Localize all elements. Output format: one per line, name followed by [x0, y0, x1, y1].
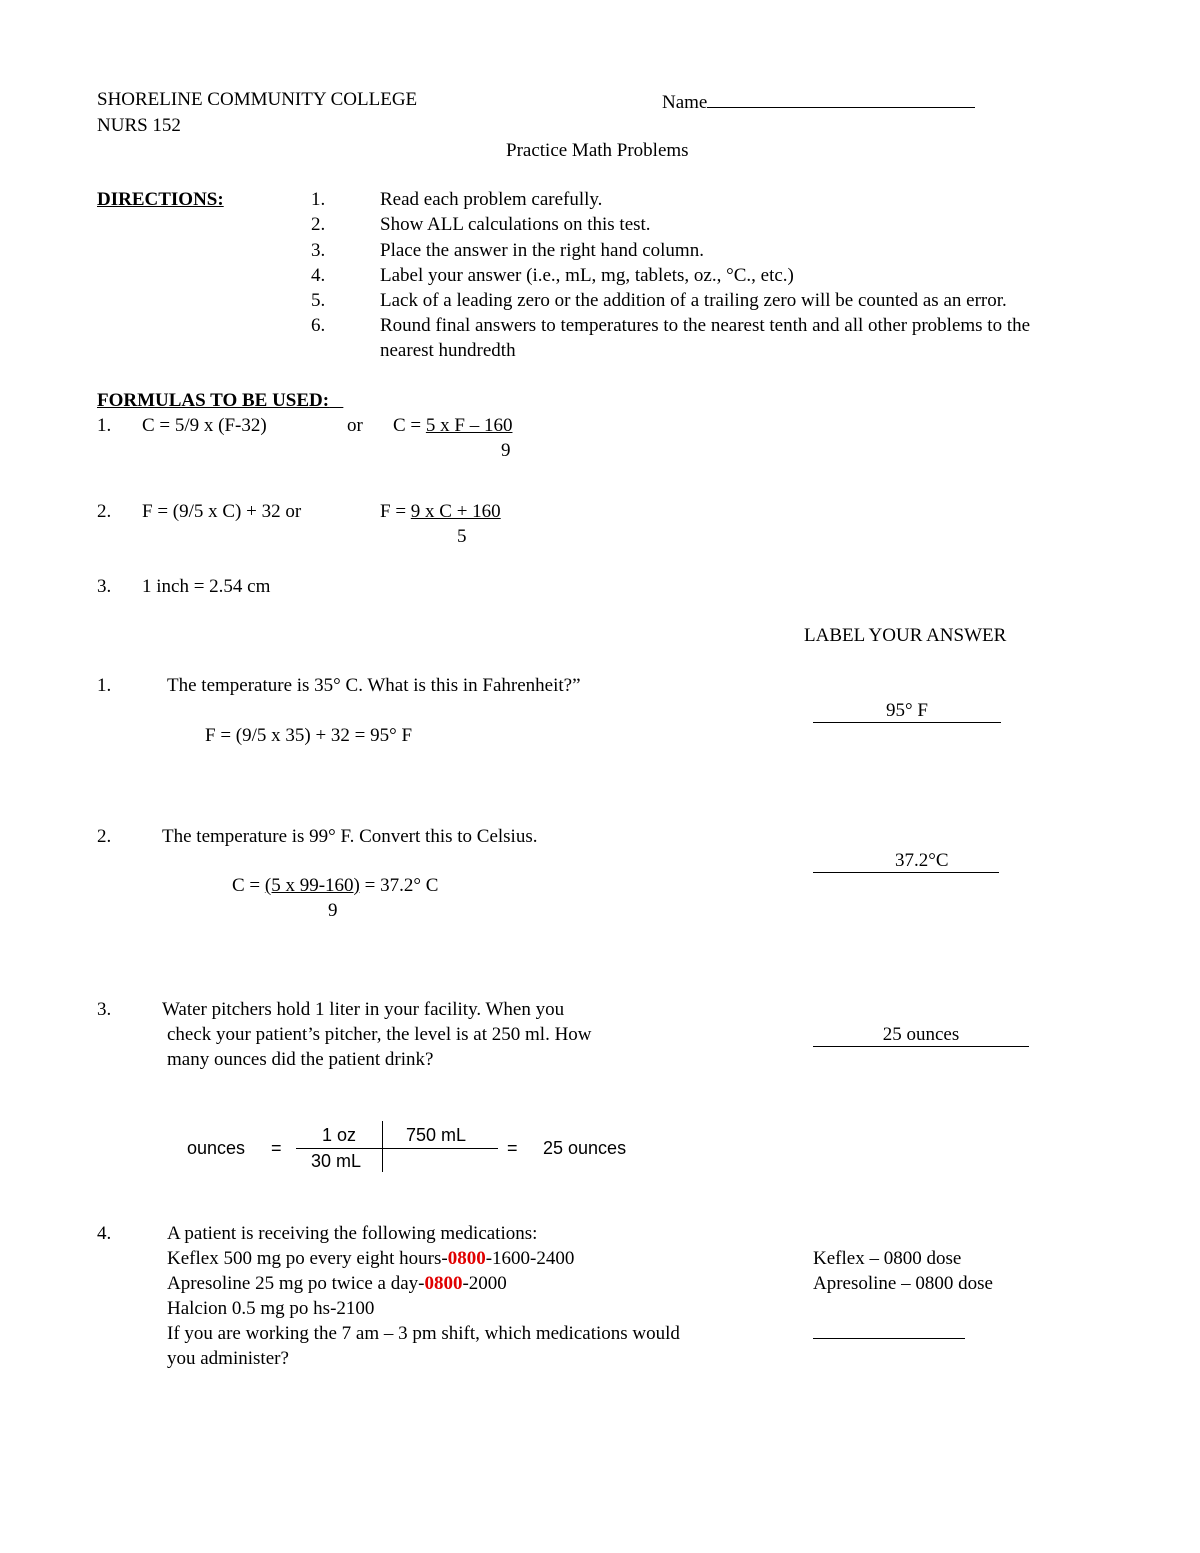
problem-1-question: The temperature is 35° C. What is this in Fahrenheit?” — [167, 675, 581, 696]
name-field[interactable] — [662, 89, 975, 114]
formula-1-right: C = 5 x F – 160 — [393, 415, 513, 436]
problem-4-intro: A patient is receiving the following medications: — [167, 1223, 538, 1244]
course-code: NURS 152 — [97, 115, 181, 136]
direction-text: Show ALL calculations on this test. — [380, 214, 651, 235]
ounces-label: ounces — [187, 1138, 246, 1158]
problem-2-answer: 37.2°C — [813, 850, 999, 873]
med-halcion: Halcion 0.5 mg po hs-2100 — [167, 1298, 375, 1319]
direction-text-cont: nearest hundredth — [380, 340, 516, 361]
formula-3: 1 inch = 2.54 cm — [142, 576, 271, 597]
direction-num: 4. — [311, 265, 326, 286]
page-title: Practice Math Problems — [506, 140, 689, 161]
direction-text: Read each problem carefully. — [380, 189, 603, 210]
formula-1-denominator: 9 — [501, 440, 511, 461]
direction-num: 5. — [311, 290, 326, 311]
fraction-bottom-left: 30 mL — [311, 1151, 362, 1171]
fraction-bar — [296, 1148, 498, 1149]
equals-sign: = — [507, 1138, 518, 1158]
formula-num: 2. — [97, 501, 112, 522]
problem-1-work: F = (9/5 x 35) + 32 = 95° F — [205, 725, 413, 746]
direction-num: 1. — [311, 189, 326, 210]
problem-num: 4. — [97, 1223, 112, 1244]
problem-3-line2: check your patient’s pitcher, the level is at 250 ml. How — [167, 1024, 592, 1045]
fraction-result: 25 ounces — [543, 1138, 627, 1158]
fraction-divider — [382, 1121, 383, 1172]
problem-2-denominator: 9 — [328, 900, 338, 921]
formula-2-left: F = (9/5 x C) + 32 or — [142, 501, 302, 522]
problem-num: 1. — [97, 675, 112, 696]
formula-2-right: F = 9 x C + 160 — [380, 501, 501, 522]
problem-3-line3: many ounces did the patient drink? — [167, 1049, 434, 1070]
direction-num: 3. — [311, 240, 326, 261]
direction-text: Label your answer (i.e., mL, mg, tablets, oz., °C., etc.) — [380, 265, 794, 286]
fraction-top-left: 1 oz — [322, 1125, 357, 1145]
formula-num: 1. — [97, 415, 112, 436]
name-blank[interactable] — [707, 89, 975, 108]
direction-num: 2. — [311, 214, 326, 235]
formula-2-denominator: 5 — [457, 526, 467, 547]
med-keflex: Keflex 500 mg po every eight hours-0800-1600-2400 — [167, 1248, 575, 1269]
answer-blank[interactable] — [813, 1338, 965, 1339]
formula-num: 3. — [97, 576, 112, 597]
equals-sign: = — [271, 1138, 282, 1158]
formulas-heading: FORMULAS TO BE USED: — [97, 390, 330, 411]
fraction-top-right: 750 mL — [406, 1125, 467, 1145]
problem-1-answer: 95° F — [813, 700, 1001, 723]
med-apresoline: Apresoline 25 mg po twice a day-0800-2000 — [167, 1273, 507, 1294]
problem-4-answer-1: Keflex – 0800 dose — [813, 1248, 962, 1269]
problem-3-answer: 25 ounces — [813, 1024, 1029, 1047]
problem-4-answer-2: Apresoline – 0800 dose — [813, 1273, 993, 1294]
formula-or: or — [347, 415, 363, 436]
problem-3-line1: Water pitchers hold 1 liter in your facility. When you — [162, 999, 565, 1020]
direction-text: Lack of a leading zero or the addition of a trailing zero will be counted as an error. — [380, 290, 1007, 311]
college-name: SHORELINE COMMUNITY COLLEGE — [97, 89, 418, 110]
name-label: Name — [662, 92, 708, 113]
direction-text: Round final answers to temperatures to the nearest tenth and all other problems to the — [380, 315, 1031, 336]
direction-num: 6. — [311, 315, 326, 336]
problem-num: 3. — [97, 999, 112, 1020]
directions-heading: DIRECTIONS: — [97, 189, 224, 210]
problem-2-question: The temperature is 99° F. Convert this to Celsius. — [162, 826, 538, 847]
problem-4-question-1: If you are working the 7 am – 3 pm shift, which medications would — [167, 1323, 680, 1344]
problem-4-question-2: you administer? — [167, 1348, 289, 1369]
formula-1-left: C = 5/9 x (F-32) — [142, 415, 267, 436]
problem-2-work: C = (5 x 99-160) = 37.2° C — [232, 875, 439, 896]
label-your-answer: LABEL YOUR ANSWER — [804, 625, 1007, 646]
problem-num: 2. — [97, 826, 112, 847]
direction-text: Place the answer in the right hand column. — [380, 240, 704, 261]
